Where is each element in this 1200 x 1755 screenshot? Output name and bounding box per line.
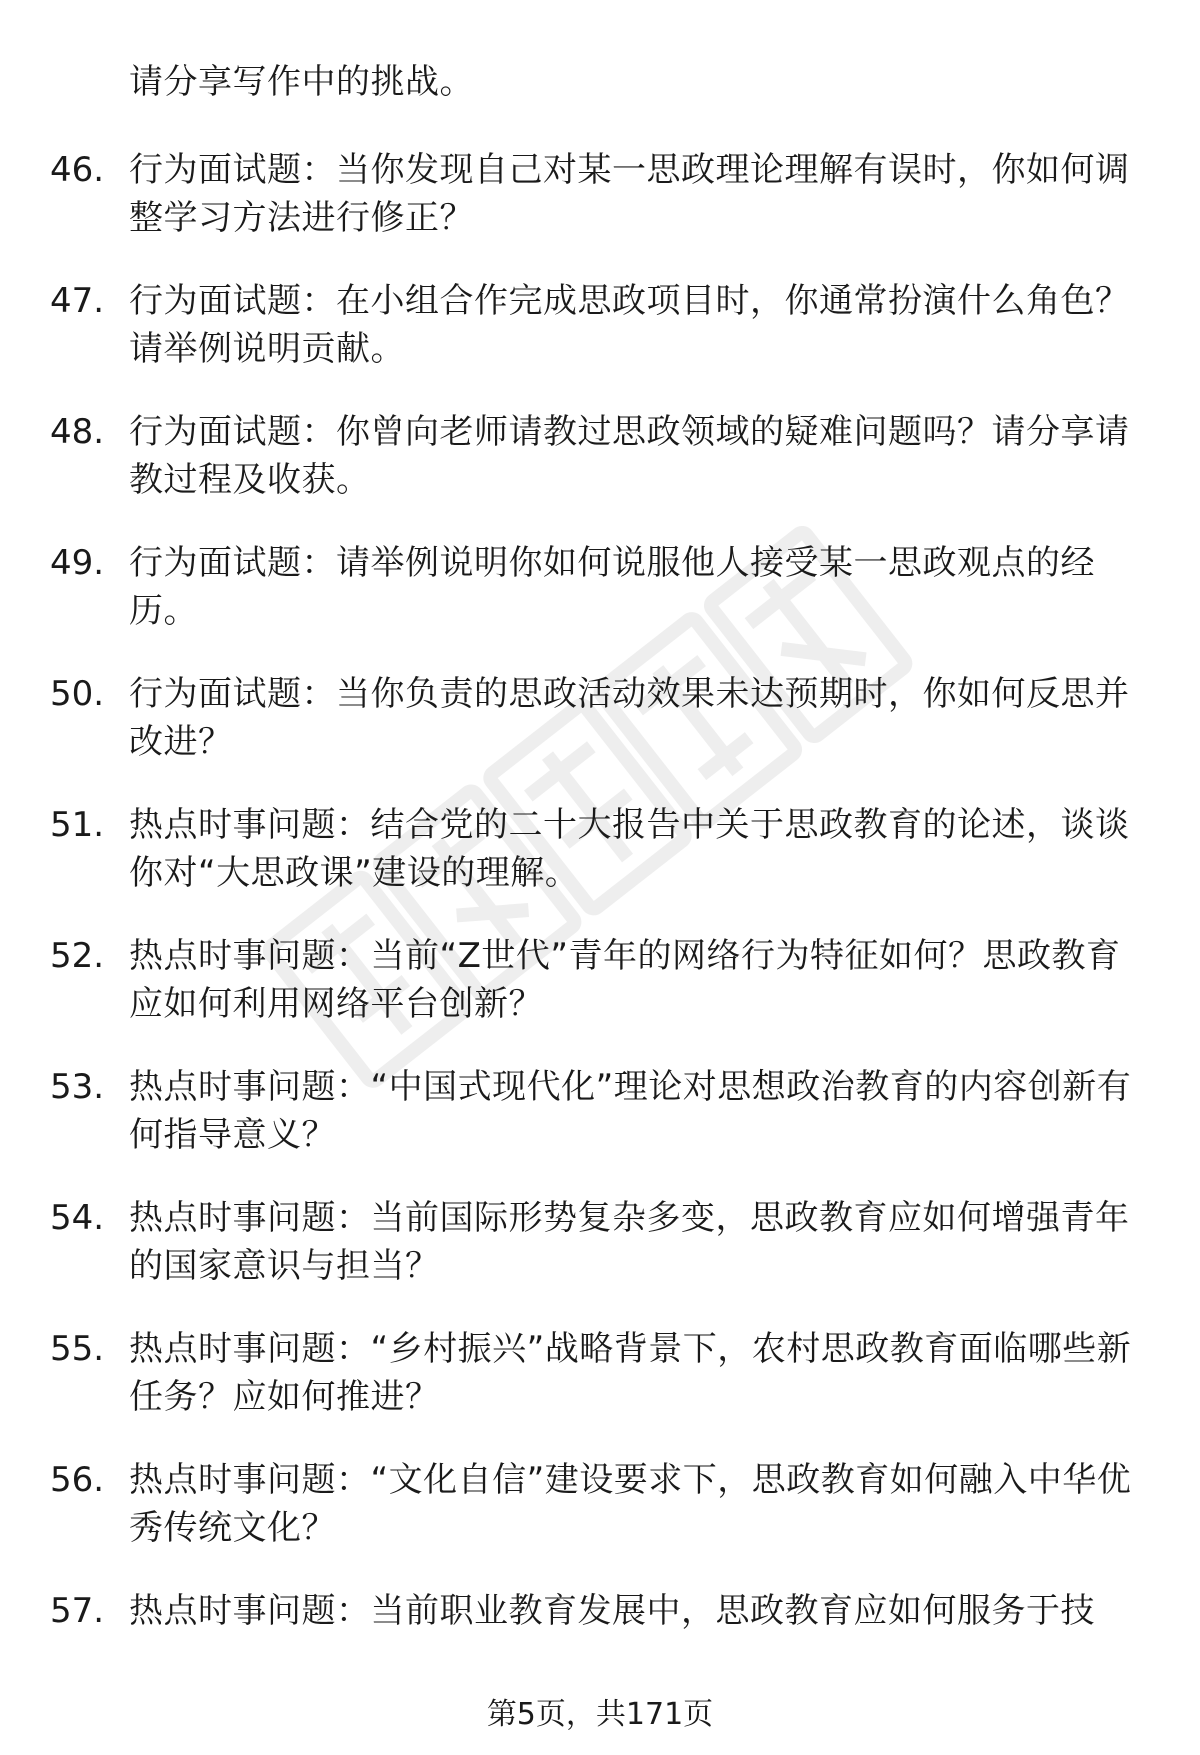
question-number: 56. (50, 1460, 105, 1500)
question-number: 49. (50, 543, 105, 583)
list-item (0, 1325, 1200, 1456)
question-number: 46. (50, 150, 105, 190)
list-item (0, 277, 1200, 408)
question-number: 53. (50, 1067, 105, 1107)
question-text: 热点时事问题：“文化自信”建设要求下，思政教育如何融入中华优秀传统文化？ (129, 1460, 1132, 1548)
question-text: 热点时事问题：当前“Z世代”青年的网络行为特征如何？思政教育应如何利用网络平台创新？ (129, 936, 1121, 1024)
question-number: 51. (50, 805, 105, 845)
question-list (0, 146, 1200, 1718)
list-item (0, 932, 1200, 1063)
list-item (0, 539, 1200, 670)
question-text: 行为面试题：当你负责的思政活动效果未达预期时，你如何反思并改进？ (129, 674, 1130, 762)
list-item (0, 670, 1200, 801)
question-number: 47. (50, 281, 105, 321)
list-item (0, 801, 1200, 932)
list-item (0, 1456, 1200, 1587)
list-item (0, 1194, 1200, 1325)
list-item (0, 408, 1200, 539)
question-text: 行为面试题：在小组合作完成思政项目时，你通常扮演什么角色？请举例说明贡献。 (129, 281, 1130, 369)
question-number: 55. (50, 1329, 105, 1369)
question-text: 热点时事问题：“中国式现代化”理论对思想政治教育的内容创新有何指导意义？ (129, 1067, 1132, 1155)
question-text: 行为面试题：请举例说明你如何说服他人接受某一思政观点的经历。 (129, 543, 1095, 631)
list-item (0, 146, 1200, 277)
question-number: 57. (50, 1591, 105, 1631)
question-text: 热点时事问题：当前国际形势复杂多变，思政教育应如何增强青年的国家意识与担当？ (129, 1198, 1130, 1286)
list-item (0, 1063, 1200, 1194)
question-text: 行为面试题：当你发现自己对某一思政理论理解有误时，你如何调整学习方法进行修正？ (129, 150, 1130, 238)
page-footer: 第5页，共171页 (486, 1697, 714, 1732)
question-text: 热点时事问题：当前职业教育发展中，思政教育应如何服务于技 (129, 1591, 1095, 1631)
question-number: 48. (50, 412, 105, 452)
question-number: 54. (50, 1198, 105, 1238)
question-number: 50. (50, 674, 105, 714)
question-text: 行为面试题：你曾向老师请教过思政领域的疑难问题吗？请分享请教过程及收获。 (129, 412, 1130, 500)
continuation-text: 请分享写作中的挑战。 (129, 62, 474, 102)
question-text: 热点时事问题：“乡村振兴”战略背景下，农村思政教育面临哪些新任务？应如何推进？ (129, 1329, 1132, 1417)
question-text: 热点时事问题：结合党的二十大报告中关于思政教育的论述，谈谈你对“大思政课”建设的理解。 (129, 805, 1130, 893)
question-number: 52. (50, 936, 105, 976)
